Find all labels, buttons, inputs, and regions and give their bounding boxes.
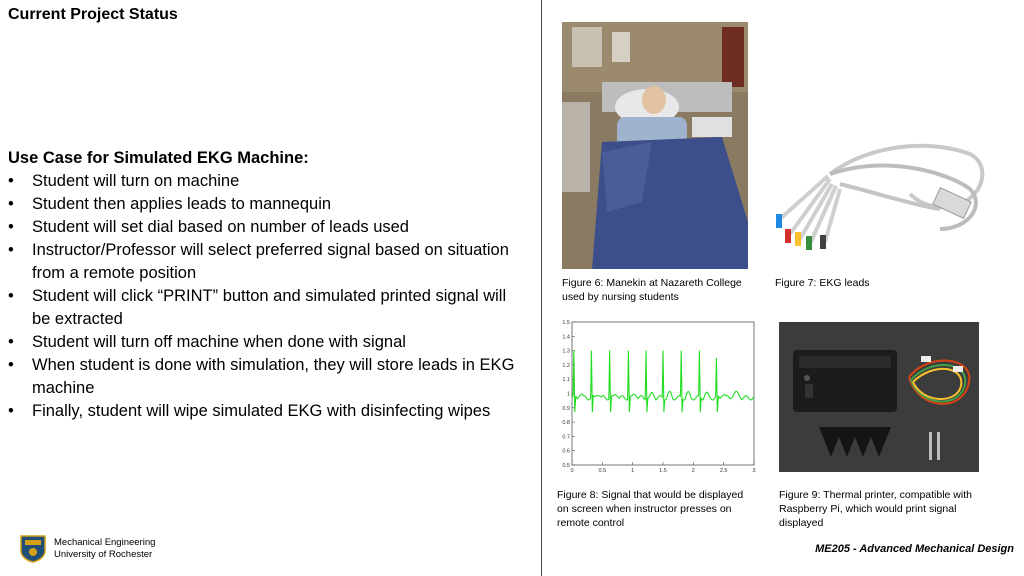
plot-area — [572, 322, 754, 465]
list-item: • Student will turn off machine when done with signal — [8, 331, 528, 354]
university-logo-block — [20, 535, 155, 563]
list-item: • Student then applies leads to mannequin — [8, 193, 528, 216]
list-item: • Finally, student will wipe simulated EKG with disinfecting wipes — [8, 400, 528, 423]
x-tick-label: 0.5 — [598, 468, 607, 474]
list-item: • When student is done with simulation, they will store leads in EKG machine — [8, 354, 528, 400]
list-item: • Student will set dial based on number of leads used — [8, 216, 528, 239]
use-case-section — [8, 147, 528, 423]
y-tick-label: 1.4 — [562, 334, 570, 341]
ekg-leads-photo — [770, 134, 992, 262]
y-tick-label: 0.9 — [562, 405, 570, 412]
y-tick-label: 1 — [566, 391, 570, 398]
y-tick-label: 1.1 — [562, 377, 570, 384]
use-case-list — [8, 170, 528, 423]
y-tick-label: 0.7 — [562, 434, 570, 441]
university-name: University of Rochester — [54, 549, 153, 560]
x-tick-label: 3 — [752, 468, 756, 474]
y-tick-label: 1.3 — [562, 348, 570, 355]
x-tick-label: 1.5 — [659, 468, 667, 474]
list-item: • Student will click “PRINT” button and simulated printed signal will be extracted — [8, 285, 528, 331]
manikin-photo — [562, 22, 748, 269]
y-tick-label: 1.5 — [562, 320, 570, 326]
list-item: • Instructor/Professor will select preferred signal based on situation from a remote position — [8, 239, 528, 285]
thermal-printer-photo — [779, 322, 979, 472]
vertical-divider — [541, 0, 542, 576]
figure-9-caption: Figure 9: Thermal printer, compatible with Raspberry Pi, which would print signal displayed — [779, 489, 972, 529]
use-case-heading: Use Case for Simulated EKG Machine: — [8, 149, 309, 167]
list-item: • Student will turn on machine — [8, 170, 528, 193]
x-tick-label: 2.5 — [719, 468, 728, 474]
figure-8-caption: Figure 8: Signal that would be displayed on screen when instructor presses on remote control — [557, 489, 744, 529]
x-tick-label: 0 — [570, 468, 574, 474]
course-footer: ME205 - Advanced Mechanical Design — [815, 543, 1014, 555]
university-shield-icon — [20, 535, 46, 563]
x-tick-label: 1 — [631, 468, 635, 474]
ekg-signal-chart — [556, 318, 758, 481]
dept-name: Mechanical Engineering — [54, 537, 156, 548]
y-tick-label: 0.6 — [562, 448, 570, 455]
slide-title: Current Project Status — [8, 6, 178, 23]
figure-6-caption: Figure 6: Manekin at Nazareth College used by nursing students — [562, 277, 742, 303]
figure-7-caption: Figure 7: EKG leads — [775, 277, 870, 289]
y-tick-label: 0.5 — [562, 463, 570, 469]
y-tick-label: 1.2 — [562, 362, 570, 369]
y-tick-label: 0.8 — [562, 420, 570, 427]
x-tick-label: 2 — [691, 468, 695, 474]
